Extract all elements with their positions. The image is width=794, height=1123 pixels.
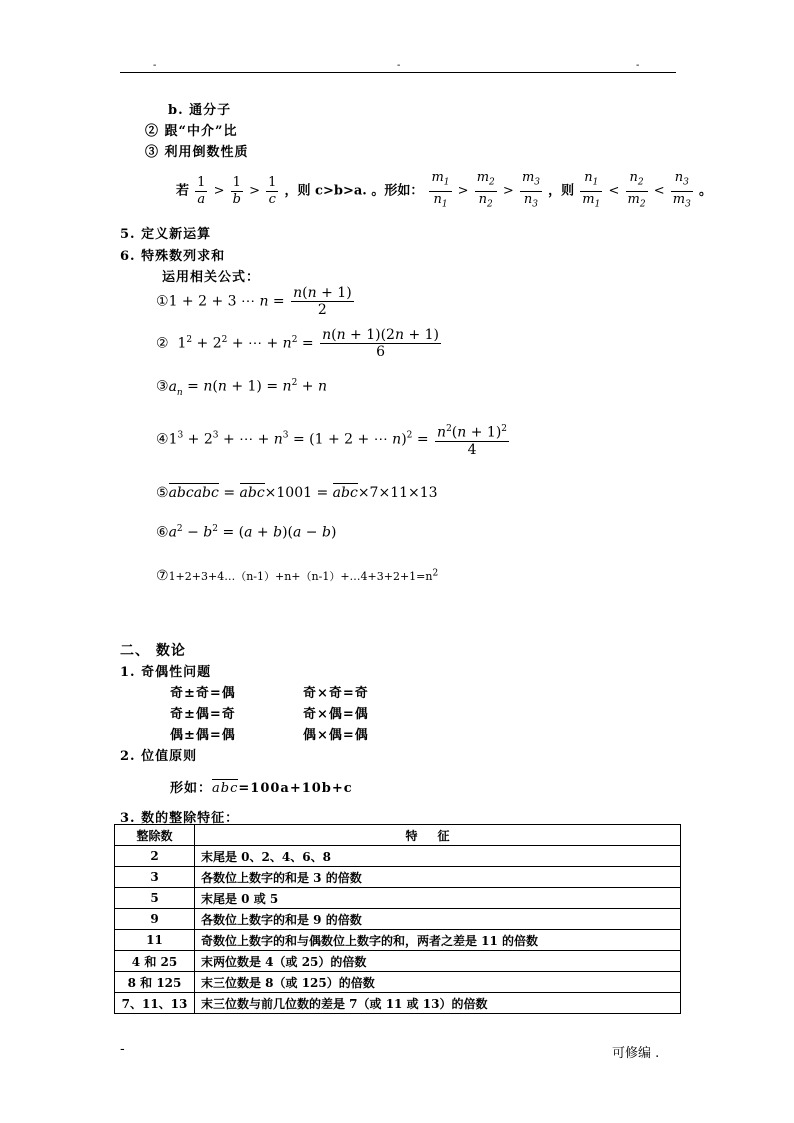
item-3-divisibility: 3. 数的整除特征： xyxy=(120,811,240,826)
table-cell-divisor: 5 xyxy=(115,888,195,909)
item-2-place-value: 2. 位值原则 xyxy=(120,749,198,764)
table-header-row xyxy=(115,825,681,846)
parity-2-0: 偶±偶=偶 xyxy=(170,728,236,743)
parity-0-1: 奇×奇=奇 xyxy=(303,686,369,701)
place-value-prefix: 形如： xyxy=(170,781,213,796)
place-value-formula xyxy=(170,777,353,796)
table-cell-divisor: 9 xyxy=(115,909,195,930)
formula-3: $③a_n = n(n + 1) = n^2 + n$ xyxy=(156,378,327,398)
place-value-overline: abc xyxy=(212,781,239,796)
parity-0-0: 奇±奇=偶 xyxy=(170,686,236,701)
formula-7: $⑦1+2+3+4\dots(n-1)+n+(n-1)+\dots 4+3+2+1=n^2$ xyxy=(156,568,439,584)
table-cell-feature: 各数位上数字的和是 3 的倍数 xyxy=(195,867,681,888)
header-rule xyxy=(120,72,676,73)
place-value-tail: =100a+10b+c xyxy=(238,781,353,796)
formula-7-label: ⑦ xyxy=(156,568,169,584)
formula-5-tail: ×7×11×13 xyxy=(357,485,438,501)
formula-6-label: ⑥ xyxy=(156,524,169,541)
formula-3-label: ③ xyxy=(156,378,169,395)
table-cell-feature: 末尾是 0、2、4、6、8 xyxy=(195,846,681,867)
table-row xyxy=(115,972,681,993)
formula-4-label: ④ xyxy=(156,431,169,448)
divisibility-table xyxy=(114,824,681,1014)
formula-5: ⑤abcabc = abc×1001 = abc×7×11×13 xyxy=(156,485,438,501)
reciprocal-end: 。 xyxy=(698,183,712,199)
table-header-divisor: 整除数 xyxy=(115,825,195,846)
section-2-title: 二、 数论 xyxy=(120,643,186,659)
parity-1-1: 奇×偶=偶 xyxy=(303,707,369,722)
footer-editable-note: 可修编 . xyxy=(612,1046,660,1061)
item-6-subtitle: 运用相关公式： xyxy=(162,270,261,285)
parity-2-1: 偶×偶=偶 xyxy=(303,728,369,743)
item-6-series-sum: 6. 特殊数列求和 xyxy=(120,249,226,264)
table-row xyxy=(115,867,681,888)
formula-2: ② $1^2 + 2^2$ + ⋯ + $n^2$ = $\frac{n(n + 1)(2n + 1)}{6}$ xyxy=(156,327,439,360)
footer-dash: - xyxy=(120,1042,125,1057)
table-row xyxy=(115,930,681,951)
table-row xyxy=(115,993,681,1014)
header-dash-center: - xyxy=(397,60,401,71)
formula-1: ①1 + 2 + 3 ⋯ n = $\frac{n(n + 1)}{2}$ xyxy=(156,285,352,318)
reciprocal-formula: 若 $\frac{1}{a}$ > $\frac{1}{b}$ > $\frac{1}{c}$ ，则 c>b>a. 。形如： $\frac{m_1}{n_1}$ > $\frac{m_2}{n_2}$ > $\frac{m_3}{n_3}$ ，则 $\frac{n_1}{m_1}$ < $\frac{n_2}{m_2}$ < $\frac{n_3}{m_3}$ 。 xyxy=(176,170,712,210)
header-dash-left: - xyxy=(153,60,157,71)
table-header-feature: 特征 xyxy=(195,825,681,846)
item-1-parity: 1. 奇偶性问题 xyxy=(120,665,212,680)
table-cell-feature: 末尾是 0 或 5 xyxy=(195,888,681,909)
formula-2-label: ② xyxy=(156,335,169,352)
table-cell-divisor: 3 xyxy=(115,867,195,888)
table-cell-feature: 末三位数是 8（或 125）的倍数 xyxy=(195,972,681,993)
table-cell-divisor: 7、11、13 xyxy=(115,993,195,1014)
item-3-reciprocal: ③ 利用倒数性质 xyxy=(145,145,249,160)
table-cell-feature: 末三位数与前几位数的差是 7（或 11 或 13）的倍数 xyxy=(195,993,681,1014)
formula-5-label: ⑤ xyxy=(156,485,169,501)
parity-1-0: 奇±偶=奇 xyxy=(170,707,236,722)
formula-6: $⑥a^2 - b^2 = (a + b)(a - b)$ xyxy=(156,524,337,541)
table-cell-divisor: 11 xyxy=(115,930,195,951)
formula-4: $④1^3 + 2^3$ + ⋯ + $n^3 = (1 + 2$ + ⋯ n)$^2$ = $\frac{n^2(n + 1)^2}{4}$ xyxy=(156,421,511,458)
formula-1-label: ① xyxy=(156,293,169,310)
table-cell-divisor: 8 和 125 xyxy=(115,972,195,993)
reciprocal-mid: ，则 c>b>a. 。形如： xyxy=(284,183,424,199)
formula-7-text: 1+2+3+4…（n-1）+n+（n-1）+…4+3+2+1=n xyxy=(168,570,433,583)
formula-5-mid: ×1001 = xyxy=(264,485,333,501)
table-cell-feature: 奇数位上数字的和与偶数位上数字的和，两者之差是 11 的倍数 xyxy=(195,930,681,951)
table-row xyxy=(115,951,681,972)
table-cell-feature: 末两位数是 4（或 25）的倍数 xyxy=(195,951,681,972)
table-cell-divisor: 4 和 25 xyxy=(115,951,195,972)
table-row xyxy=(115,846,681,867)
table-cell-feature: 各数位上数字的和是 9 的倍数 xyxy=(195,909,681,930)
table-cell-divisor: 2 xyxy=(115,846,195,867)
reciprocal-mid2: ，则 xyxy=(548,183,575,199)
item-2-intermediary: ② 跟“中介”比 xyxy=(145,124,238,139)
item-5-new-operation: 5. 定义新运算 xyxy=(120,227,212,242)
header-dash-right: - xyxy=(636,60,640,71)
table-row xyxy=(115,888,681,909)
reciprocal-prefix: 若 xyxy=(176,183,190,199)
table-row xyxy=(115,909,681,930)
item-b-common-numerator: b. 通分子 xyxy=(168,103,232,118)
